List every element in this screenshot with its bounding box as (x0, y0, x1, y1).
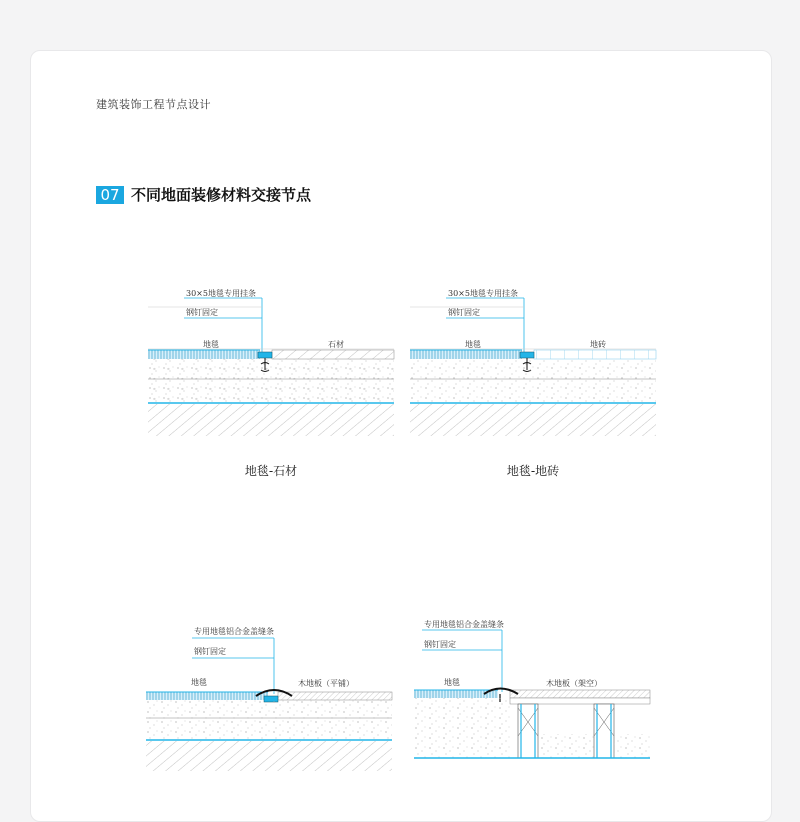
label-carpet: 地毯 (465, 340, 481, 349)
detail-carpet-wood-raised (414, 616, 650, 774)
page-header: 建筑装饰工程节点设计 (96, 98, 211, 111)
detail-carpet-tile (410, 286, 656, 438)
label-stone: 石材 (328, 340, 344, 349)
label-cover-strip: 专用地毯铝合金盖缝条 (424, 620, 504, 629)
label-nail: 钢钉固定 (448, 308, 480, 317)
label-trim: 30×5地毯专用挂条 (186, 289, 256, 298)
detail-carpet-wood-flat-drawing (146, 620, 392, 772)
label-nail: 钢钉固定 (194, 647, 226, 656)
detail-carpet-stone (148, 286, 394, 438)
caption-carpet-tile: 地毯-地砖 (506, 464, 560, 478)
section-title: 不同地面装修材料交接节点 (131, 186, 312, 204)
label-cover-strip: 专用地毯铝合金盖缝条 (194, 627, 274, 636)
label-nail: 钢钉固定 (424, 640, 456, 649)
caption-carpet-stone: 地毯-石材 (244, 464, 298, 478)
label-wood-flat: 木地板（平铺） (298, 679, 354, 688)
label-nail: 钢钉固定 (186, 308, 218, 317)
label-carpet: 地毯 (203, 340, 219, 349)
label-wood-raised: 木地板（架空） (546, 679, 602, 688)
label-tile: 地砖 (590, 340, 606, 349)
section-heading (96, 184, 311, 205)
detail-carpet-stone-drawing (148, 286, 394, 438)
detail-carpet-tile-drawing (410, 286, 656, 438)
detail-carpet-wood-raised-drawing (414, 616, 650, 774)
page-card (30, 50, 772, 822)
section-number: 07 (96, 186, 124, 204)
label-carpet: 地毯 (444, 678, 460, 687)
label-trim: 30×5地毯专用挂条 (448, 289, 518, 298)
label-carpet: 地毯 (191, 678, 207, 687)
detail-carpet-wood-flat (146, 620, 392, 772)
